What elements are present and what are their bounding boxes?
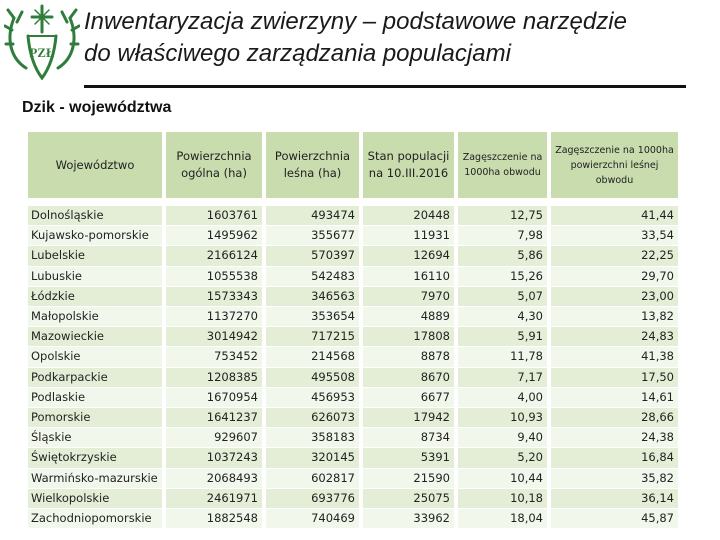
- cell-value: 8734: [363, 428, 458, 448]
- table-row: [28, 206, 678, 226]
- cell-value: 320145: [266, 448, 363, 468]
- table-row: [28, 327, 678, 347]
- cell-value: 5,86: [458, 246, 551, 266]
- cell-value: 28,66: [551, 408, 678, 428]
- cell-value: 1670954: [166, 388, 266, 408]
- cell-value: 13,82: [551, 307, 678, 327]
- table-row: [28, 246, 678, 266]
- cell-value: 753452: [166, 347, 266, 367]
- cell-value: 1208385: [166, 368, 266, 388]
- table-row: [28, 226, 678, 246]
- cell-value: 1882548: [166, 509, 266, 529]
- cell-value: 1137270: [166, 307, 266, 327]
- cell-value: 36,14: [551, 489, 678, 509]
- cell-value: 14,61: [551, 388, 678, 408]
- cell-value: 12694: [363, 246, 458, 266]
- cell-value: 10,18: [458, 489, 551, 509]
- cell-value: 929607: [166, 428, 266, 448]
- cell-voivodeship: Świętokrzyskie: [28, 448, 166, 468]
- table-row: [28, 307, 678, 327]
- cell-value: 12,75: [458, 206, 551, 226]
- cell-value: 1055538: [166, 267, 266, 287]
- cell-voivodeship: Mazowieckie: [28, 327, 166, 347]
- cell-value: 20448: [363, 206, 458, 226]
- table-row: [28, 287, 678, 307]
- table-row: [28, 267, 678, 287]
- cell-value: 3014942: [166, 327, 266, 347]
- cell-value: 570397: [266, 246, 363, 266]
- col-header-population: Stan populacji na 10.III.2016: [363, 132, 458, 198]
- slide-title: [84, 6, 714, 70]
- cell-value: 22,25: [551, 246, 678, 266]
- title-line-2: do właściwego zarządzania populacjami: [84, 40, 511, 67]
- cell-value: 1037243: [166, 448, 266, 468]
- cell-value: 2461971: [166, 489, 266, 509]
- cell-value: 495508: [266, 368, 363, 388]
- cell-value: 214568: [266, 347, 363, 367]
- cell-value: 456953: [266, 388, 363, 408]
- col-header-density-district: Zagęszczenie na 1000ha obwodu: [458, 132, 551, 198]
- title-line-1: Inwentaryzacja zwierzyny – podstawowe narzędzie: [84, 8, 627, 35]
- cell-value: 717215: [266, 327, 363, 347]
- table-row: [28, 428, 678, 448]
- cell-value: 8878: [363, 347, 458, 367]
- cell-voivodeship: Podkarpackie: [28, 368, 166, 388]
- cell-value: 5,07: [458, 287, 551, 307]
- cell-value: 1495962: [166, 226, 266, 246]
- cell-value: 33962: [363, 509, 458, 529]
- table-header-row: [28, 132, 678, 198]
- cell-value: 29,70: [551, 267, 678, 287]
- cell-value: 7,17: [458, 368, 551, 388]
- table-row: [28, 509, 678, 529]
- cell-value: 353654: [266, 307, 363, 327]
- cell-value: 1573343: [166, 287, 266, 307]
- table-subtitle: Dzik - województwa: [22, 99, 172, 116]
- cell-value: 626073: [266, 408, 363, 428]
- cell-value: 5391: [363, 448, 458, 468]
- table-row: [28, 469, 678, 489]
- cell-voivodeship: Lubelskie: [28, 246, 166, 266]
- cell-value: 4,00: [458, 388, 551, 408]
- cell-value: 17,50: [551, 368, 678, 388]
- table-row: [28, 448, 678, 468]
- col-header-forest-area: Powierzchnia leśna (ha): [266, 132, 363, 198]
- cell-voivodeship: Wielkopolskie: [28, 489, 166, 509]
- cell-value: 11,78: [458, 347, 551, 367]
- cell-voivodeship: Dolnośląskie: [28, 206, 166, 226]
- cell-value: 693776: [266, 489, 363, 509]
- cell-value: 6677: [363, 388, 458, 408]
- cell-voivodeship: Łódzkie: [28, 287, 166, 307]
- cell-value: 7,98: [458, 226, 551, 246]
- cell-voivodeship: Śląskie: [28, 428, 166, 448]
- cell-value: 24,83: [551, 327, 678, 347]
- cell-value: 5,20: [458, 448, 551, 468]
- cell-value: 2068493: [166, 469, 266, 489]
- pzl-logo: [4, 2, 80, 80]
- col-header-voivodeship: Województwo: [28, 132, 166, 198]
- cell-value: 602817: [266, 469, 363, 489]
- cell-voivodeship: Opolskie: [28, 347, 166, 367]
- cell-value: 493474: [266, 206, 363, 226]
- cell-value: 24,38: [551, 428, 678, 448]
- cell-value: 17942: [363, 408, 458, 428]
- cell-value: 41,38: [551, 347, 678, 367]
- cell-value: 16,84: [551, 448, 678, 468]
- cell-value: 740469: [266, 509, 363, 529]
- cell-value: 41,44: [551, 206, 678, 226]
- cell-value: 15,26: [458, 267, 551, 287]
- cell-value: 10,93: [458, 408, 551, 428]
- cell-value: 5,91: [458, 327, 551, 347]
- table-row: [28, 388, 678, 408]
- cell-value: 7970: [363, 287, 458, 307]
- cell-value: 355677: [266, 226, 363, 246]
- cell-value: 21590: [363, 469, 458, 489]
- col-header-density-forest: Zagęszczenie na 1000ha powierzchni leśnej obwodu: [551, 132, 678, 198]
- cell-voivodeship: Zachodniopomorskie: [28, 509, 166, 529]
- table-row: [28, 489, 678, 509]
- table-row: [28, 408, 678, 428]
- table-row: [28, 347, 678, 367]
- logo-text: PZŁ: [29, 45, 55, 60]
- cell-value: 33,54: [551, 226, 678, 246]
- cell-value: 1603761: [166, 206, 266, 226]
- cell-value: 1641237: [166, 408, 266, 428]
- cell-value: 18,04: [458, 509, 551, 529]
- cell-value: 10,44: [458, 469, 551, 489]
- cell-value: 23,00: [551, 287, 678, 307]
- table-row: [28, 368, 678, 388]
- cell-voivodeship: Kujawsko-pomorskie: [28, 226, 166, 246]
- cell-value: 25075: [363, 489, 458, 509]
- cell-value: 11931: [363, 226, 458, 246]
- cell-voivodeship: Lubuskie: [28, 267, 166, 287]
- cell-voivodeship: Podlaskie: [28, 388, 166, 408]
- cell-value: 358183: [266, 428, 363, 448]
- cell-value: 17808: [363, 327, 458, 347]
- cell-voivodeship: Pomorskie: [28, 408, 166, 428]
- cell-value: 346563: [266, 287, 363, 307]
- title-divider: [84, 85, 686, 88]
- cell-value: 16110: [363, 267, 458, 287]
- col-header-total-area: Powierzchnia ogólna (ha): [166, 132, 266, 198]
- population-table: [28, 132, 678, 529]
- table-body: [28, 198, 678, 529]
- cell-value: 4,30: [458, 307, 551, 327]
- cell-value: 9,40: [458, 428, 551, 448]
- cell-value: 8670: [363, 368, 458, 388]
- header-gap: [28, 198, 678, 206]
- cell-value: 2166124: [166, 246, 266, 266]
- cell-voivodeship: Małopolskie: [28, 307, 166, 327]
- cell-voivodeship: Warmińsko-mazurskie: [28, 469, 166, 489]
- cell-value: 35,82: [551, 469, 678, 489]
- cell-value: 4889: [363, 307, 458, 327]
- cell-value: 45,87: [551, 509, 678, 529]
- cell-value: 542483: [266, 267, 363, 287]
